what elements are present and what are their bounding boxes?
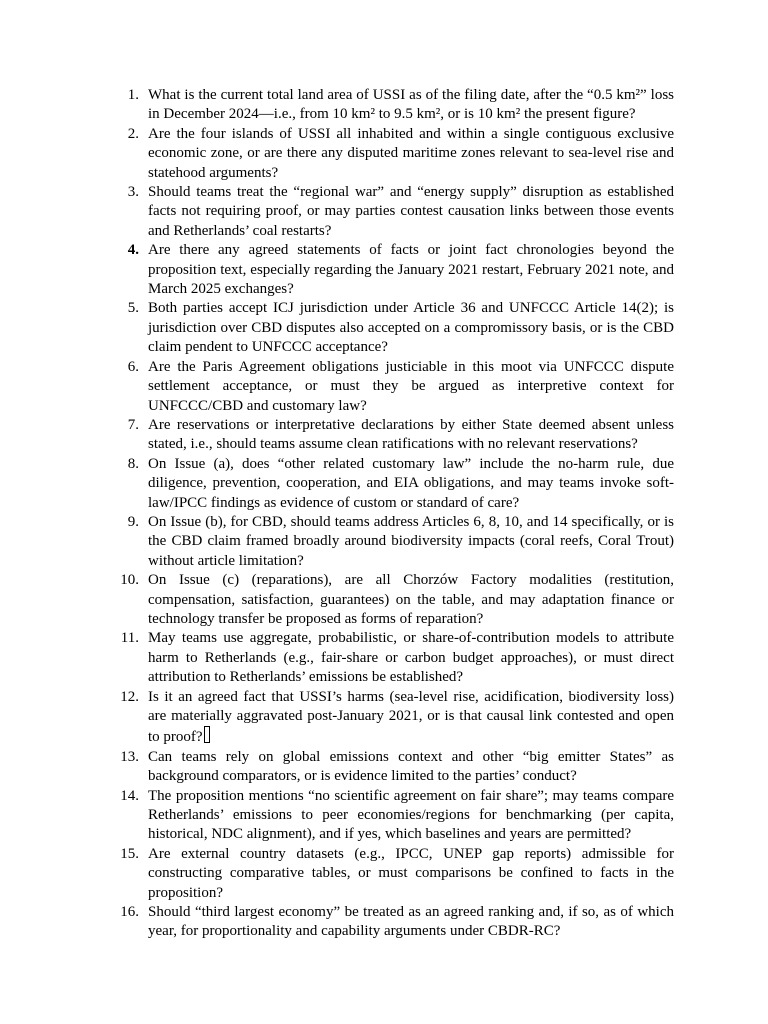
list-item-text: Are the four islands of USSI all inhabited and within a single contiguous exclusive economic zone, or are there any disputed maritime zones relevant to sea-level rise and statehood arguments? xyxy=(148,125,674,181)
list-item xyxy=(108,688,674,748)
list-item xyxy=(108,125,674,183)
list-item-number: 9. xyxy=(127,513,139,530)
list-item-number: 16. xyxy=(120,904,139,921)
list-item-text: Should teams treat the “regional war” and “energy supply” disruption as established facts not requiring proof, or may parties contest causation links between those events and Retherlands’ coal restarts? xyxy=(148,184,674,239)
list-item xyxy=(108,241,674,299)
list-item-number: 10. xyxy=(120,572,139,589)
list-item xyxy=(108,416,674,455)
list-item-text: Can teams rely on global emissions context and other “big emitter States” as background comparators, or is evidence limited to the parties’ conduct? xyxy=(148,748,674,785)
list-item xyxy=(108,86,674,125)
list-item-text: The proposition mentions “no scientific agreement on fair share”; may teams compare Retherlands’ emissions to peer economies/regions for benchmarking (per capita, historical, NDC alignment), and if yes, which baselines and years are permitted? xyxy=(148,787,674,843)
list-item-number: 3. xyxy=(127,184,139,201)
list-item xyxy=(108,845,674,903)
list-item xyxy=(108,455,674,513)
list-item-number: 7. xyxy=(127,416,139,433)
list-item-number: 15. xyxy=(120,845,139,862)
list-item-number: 12. xyxy=(120,688,139,705)
list-item-number: 11. xyxy=(120,630,139,647)
question-list xyxy=(108,86,674,942)
list-item-text: Are the Paris Agreement obligations justiciable in this moot via UNFCCC dispute settlement acceptance, or must they be argued as interpretive context for UNFCCC/CBD and customary law? xyxy=(148,358,674,414)
list-item-number: 14. xyxy=(120,787,139,804)
list-item-text: On Issue (a), does “other related customary law” include the no-harm rule, due diligence, prevention, cooperation, and EIA obligations, and may teams invoke soft-law/IPCC findings as evidence of custom or standard of care? xyxy=(148,455,674,511)
list-item-number: 6. xyxy=(127,358,139,375)
list-item-text: Are there any agreed statements of facts or joint fact chronologies beyond the proposition text, especially regarding the January 2021 restart, February 2021 note, and March 2025 exchanges? xyxy=(148,242,674,298)
list-item-number: 8. xyxy=(127,455,139,472)
list-item-number: 13. xyxy=(120,748,139,765)
list-item xyxy=(108,299,674,357)
list-item-text: Both parties accept ICJ jurisdiction under Article 36 and UNFCCC Article 14(2); is jurisdiction over CBD disputes also accepted on a compromissory basis, or is the CBD claim pendent to UNFCCC acceptance? xyxy=(148,300,674,356)
list-item-number: 1. xyxy=(127,87,139,103)
list-item-number: 4. xyxy=(127,242,139,259)
list-item xyxy=(108,629,674,687)
text-cursor xyxy=(204,726,210,743)
list-item-text: Are reservations or interpretative declarations by either State deemed absent unless stated, i.e., should teams assume clean ratifications with no relevant reservations? xyxy=(148,416,674,453)
list-item xyxy=(108,183,674,241)
list-item-text[interactable]: Is it an agreed fact that USSI’s harms (sea-level rise, acidification, biodiversity loss) are materially aggravated post-January 2021, or is that causal link contested and open to proof? xyxy=(148,688,674,746)
list-item-text: On Issue (c) (reparations), are all Chorzów Factory modalities (restitution, compensation, satisfaction, guarantees) on the table, and may adaptation finance or technology transfer be proposed as forms of reparation? xyxy=(148,572,674,627)
list-item-text: Should “third largest economy” be treated as an agreed ranking and, if so, as of which year, for proportionality and capability arguments under CBDR-RC? xyxy=(148,904,674,940)
list-item xyxy=(108,513,674,571)
list-item xyxy=(108,903,674,942)
list-item xyxy=(108,787,674,845)
list-item xyxy=(108,358,674,416)
list-item-text: May teams use aggregate, probabilistic, or share-of-contribution models to attribute harm to Retherlands (e.g., fair-share or carbon budget approaches), or must direct attribution to Retherlands’ emissions be established? xyxy=(148,630,674,686)
list-item-number: 2. xyxy=(127,125,139,142)
list-item-text: What is the current total land area of USSI as of the filing date, after the “0.5 km²” loss in December 2024—i.e., from 10 km² to 9.5 km², or is 10 km² the present figure? xyxy=(148,87,674,123)
list-item-text: Are external country datasets (e.g., IPCC, UNEP gap reports) admissible for constructing comparative tables, or must comparisons be confined to facts in the proposition? xyxy=(148,845,674,901)
list-item-number: 5. xyxy=(127,300,139,317)
list-item xyxy=(108,748,674,787)
list-item xyxy=(108,571,674,629)
list-item-text: On Issue (b), for CBD, should teams address Articles 6, 8, 10, and 14 specifically, or is the CBD claim framed broadly around biodiversity impacts (coral reefs, Coral Trout) without article limitation? xyxy=(148,513,674,569)
